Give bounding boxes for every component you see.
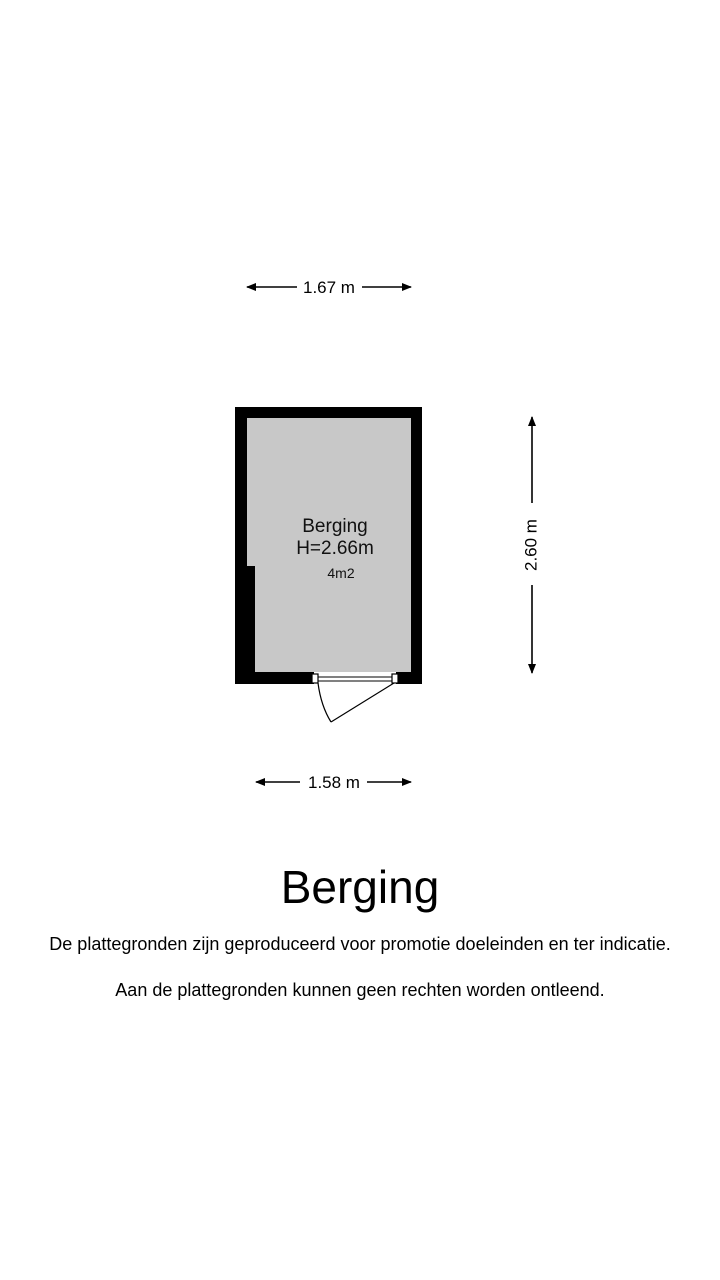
plan-title: Berging [280, 861, 440, 913]
room-area: 4m2 [327, 565, 355, 581]
door-leaf [331, 683, 394, 722]
door-opening [314, 672, 396, 684]
dimension-bottom-width-label: 1.58 m [308, 773, 360, 792]
dimension-top-width-label: 1.67 m [303, 278, 355, 297]
disclaimer-line-2: Aan de plattegronden kunnen geen rechten worden ontleend. [115, 980, 605, 1000]
door-frame-right [392, 674, 398, 683]
dimension-side-length-label: 2.60 m [521, 519, 541, 571]
dimension-bottom-width [256, 773, 411, 792]
room-height: H=2.66m [296, 538, 374, 559]
dimension-top-width [247, 278, 411, 297]
disclaimer-line-1: De plattegronden zijn geproduceerd voor promotie doeleinden en ter indicatie. [49, 934, 671, 954]
door-frame-left [312, 674, 318, 683]
room-name: Berging [302, 516, 368, 537]
room-berging [235, 407, 422, 722]
door-swing-arc [318, 683, 331, 722]
dimension-side-length [521, 417, 540, 673]
